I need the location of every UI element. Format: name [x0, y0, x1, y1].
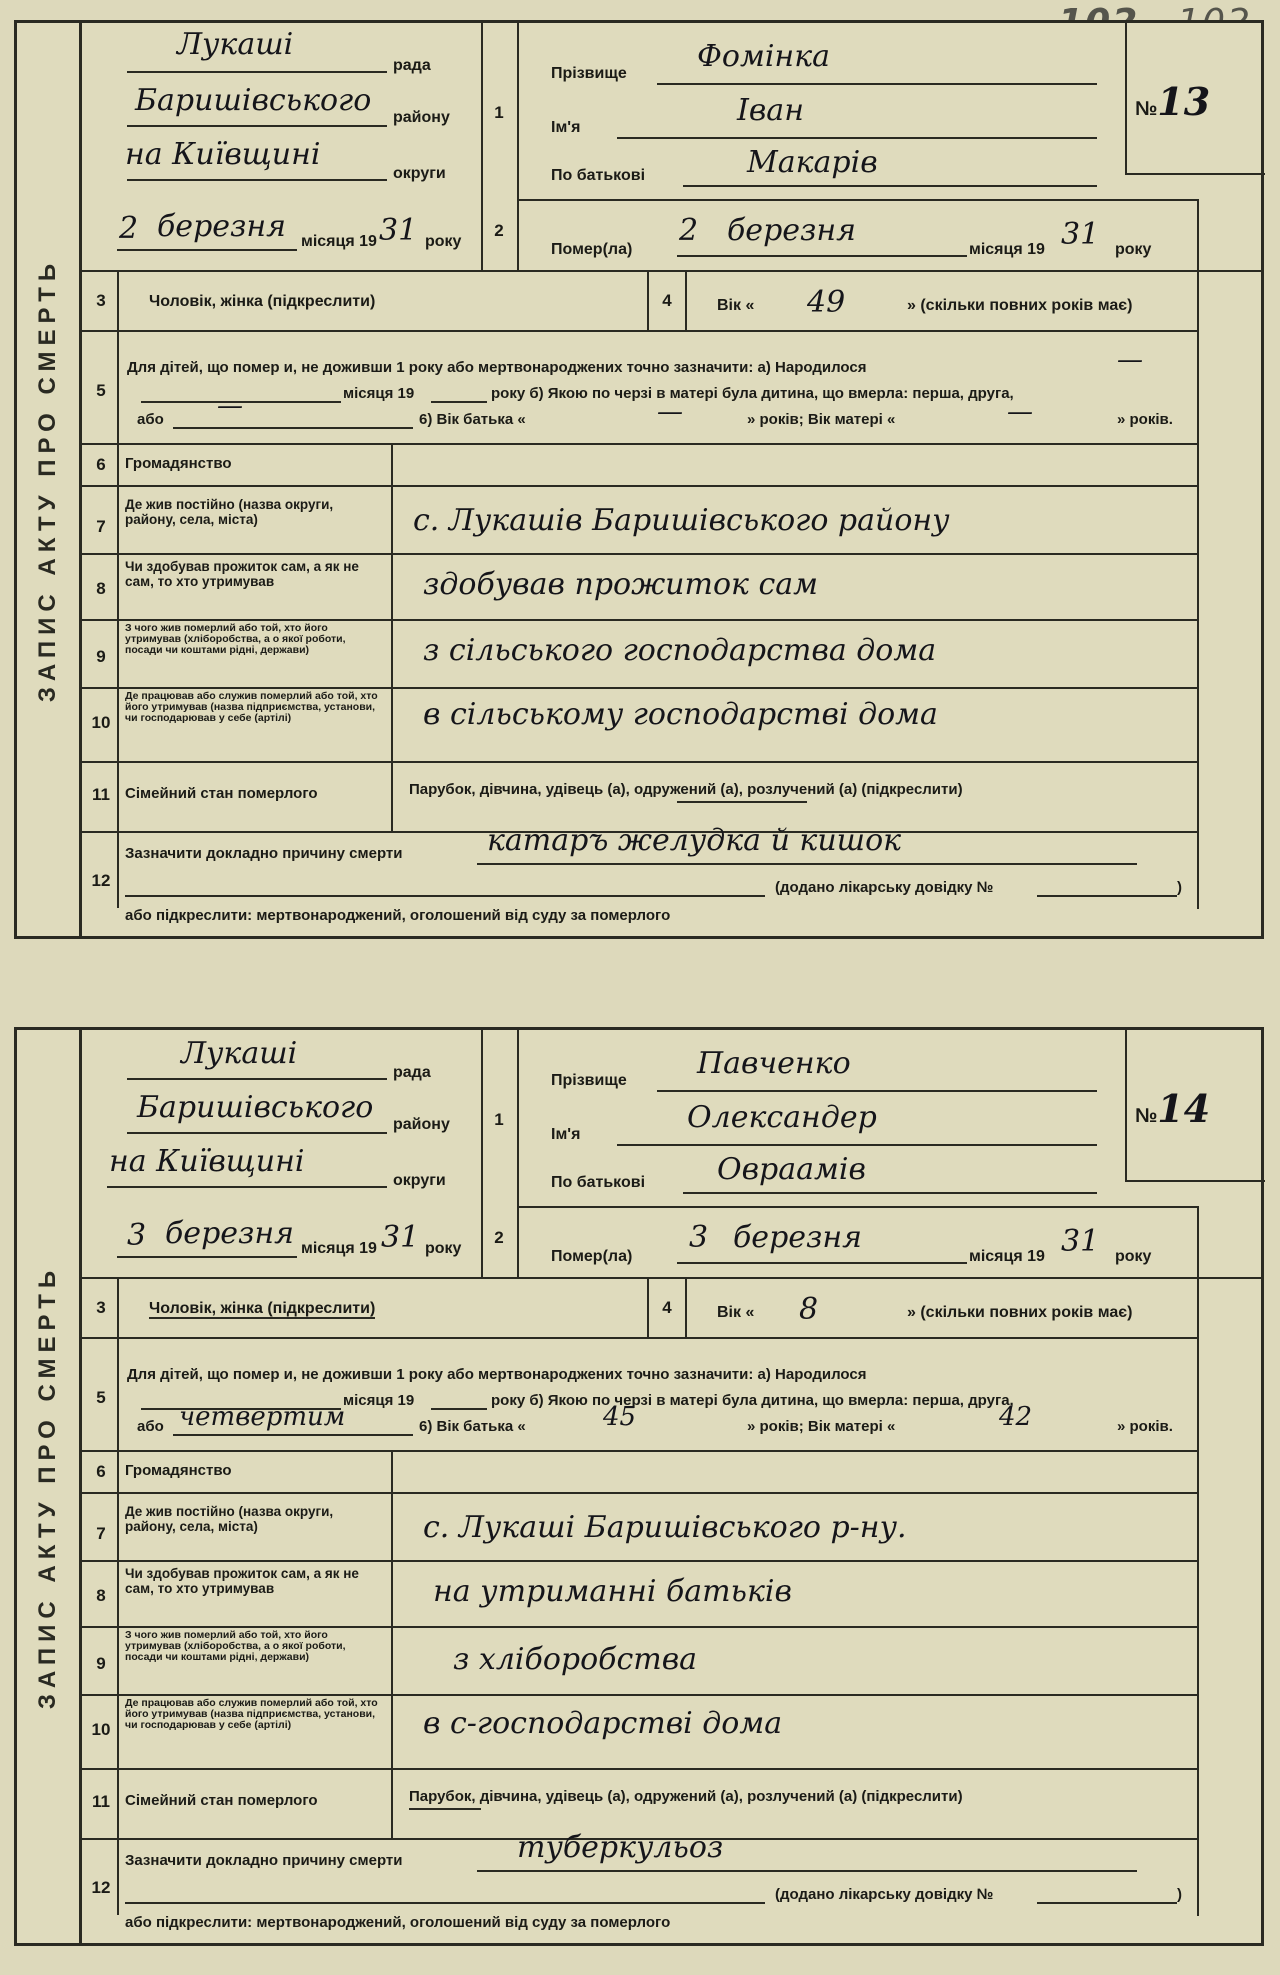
- family-options: Парубок, дівчина, удівець (а), одружений (а), розлучений (а) (підкреслити): [409, 1788, 963, 1805]
- row-7: 7: [96, 517, 106, 536]
- death-record-13: ЗАПИС АКТУ ПРО СМЕРТЬ Лукаші рада Баришівського району на Київщині округи 2 березня місяця 19 31 року 1 2 Прізвище Фомінка Ім'я Іван По батькові Макарів №13 Помер(ла) 2 березня місяця 19 31 року 3 Чоловік, жінка (підкреслити) 4 Вік « 49 » (скільки повних років має) 5 Для дітей, що помер и, не доживши 1 року або мертвонароджених точно зазначити: а) Народилося — місяця 19 року б) Якою по черзі в матері була дитина, що вмерла: перша, друга, або — 6) Вік батька « — » років; Вік матері « — » років. 6 Громадянство 7 Де жив постійно (назва округи, району, села, міста) с. Лукашів Баришівського району 8 Чи здобував прожиток сам, а як не сам, то хто утримував здобував прожиток сам 9 З чого жив померлий або той, хто його утримував (хліборобства, а о якої роботи, посади чи коштами рідні, держави) з сільського господарства дома 10 Де працював або служив померлий або той, хто його утримував (назва підприємства, установи, чи господарював у себе (артілі) в сільському господарстві дома 11 Сімейний стан померлого Парубок, дівчина, удівець (а), одружений (а), розлучений (а) (підкреслити) 12 Зазначити докладно причину смерти катаръ желудка й кишок (додано лікарську довідку № ) або підкреслити: мертвонароджений, оголошений від суду за померлого: [14, 20, 1264, 939]
- surname-label: Прізвище: [551, 65, 627, 82]
- cause-label: Зазначити докладно причину смерти: [125, 1852, 403, 1869]
- work-label: Де працював або служив померлий або той, хто його утримував (назва підприємства, установи, чи господарював у себе (артілі): [125, 1697, 378, 1731]
- name-label: Ім'я: [551, 1126, 581, 1143]
- children-line1: Для дітей, що помер и, не доживши 1 року або мертвонароджених точно зазначити: а) Народилося: [127, 359, 867, 376]
- sex-label: Чоловік, жінка (підкреслити): [149, 293, 376, 310]
- patronymic-value: Овраамів: [717, 1152, 866, 1187]
- surname-label: Прізвище: [551, 1072, 627, 1089]
- row-11: 11: [92, 1792, 110, 1811]
- rayon-label: району: [393, 1116, 450, 1133]
- residence-label: Де жив постійно (назва округи, району, села, міста): [125, 1504, 334, 1534]
- years-label: » років.: [1117, 411, 1173, 428]
- rada-label: рада: [393, 1064, 431, 1081]
- income-value: з сільського господарства дома: [423, 633, 937, 668]
- mother-age-label: » років; Вік матері «: [747, 411, 896, 428]
- row-12: 12: [91, 871, 111, 890]
- death-year-label: року: [1115, 1248, 1152, 1265]
- income-value: з хліборобства: [453, 1642, 698, 1677]
- row-6: 6: [96, 455, 106, 474]
- age-note: » (скільки повних років має): [907, 1304, 1133, 1321]
- rada-value: Лукаші: [181, 1036, 298, 1071]
- age-label: Вік «: [717, 1304, 755, 1321]
- work-value: в с-господарстві дома: [423, 1706, 783, 1741]
- reg-year-label: року: [425, 233, 462, 250]
- father-age: 45: [603, 1402, 637, 1432]
- row-8: 8: [96, 1586, 106, 1605]
- row-7: 7: [96, 1524, 106, 1543]
- side-label: ЗАПИС АКТУ ПРО СМЕРТЬ: [17, 23, 82, 936]
- father-age: —: [657, 397, 683, 427]
- row-8: 8: [96, 579, 106, 598]
- mother-age-label: » років; Вік матері «: [747, 1418, 896, 1435]
- death-year: 31: [1061, 1224, 1100, 1259]
- row-11: 11: [92, 785, 110, 804]
- stillborn-note: або підкреслити: мертвонароджений, оголошений від суду за померлого: [125, 907, 671, 924]
- death-month-label: місяця 19: [969, 241, 1045, 258]
- row-2: 2: [494, 1228, 504, 1247]
- sex-label: Чоловік, жінка (підкреслити): [149, 1300, 376, 1317]
- name-value: Іван: [737, 93, 804, 128]
- reg-year-label: року: [425, 1240, 462, 1257]
- livelihood-label: Чи здобував прожиток сам, а як не сам, то хто утримував: [125, 1566, 359, 1596]
- child-order: —: [217, 391, 243, 421]
- income-label: З чого жив померлий або той, хто його утримував (хліборобства, а о якої роботи, посади чи коштами рідні, держави): [125, 1629, 346, 1663]
- okruhy-label: округи: [393, 165, 446, 182]
- father-age-label: 6) Вік батька «: [419, 411, 526, 428]
- row-1: 1: [494, 103, 504, 122]
- children-line2a: місяця 19: [343, 385, 415, 402]
- reg-month-label: місяця 19: [301, 233, 377, 250]
- death-year: 31: [1061, 217, 1100, 252]
- family-status-label: Сімейний стан померлого: [125, 1792, 318, 1809]
- age-value: 49: [807, 285, 846, 320]
- name-value: Олександер: [687, 1100, 877, 1135]
- patronymic-label: По батькові: [551, 167, 646, 184]
- death-month: березня: [727, 213, 857, 248]
- death-day: 2: [679, 213, 699, 248]
- reg-day: 2: [119, 211, 139, 246]
- reg-day: 3: [127, 1218, 147, 1253]
- livelihood-value: на утриманні батьків: [433, 1574, 792, 1609]
- reg-month-label: місяця 19: [301, 1240, 377, 1257]
- patronymic-label: По батькові: [551, 1174, 646, 1191]
- row-5: 5: [96, 1388, 106, 1407]
- age-note: » (скільки повних років має): [907, 297, 1133, 314]
- reg-month: березня: [157, 209, 287, 244]
- rayon-value: Баришівського: [135, 83, 372, 118]
- died-label: Помер(ла): [551, 241, 633, 258]
- row-4: 4: [662, 291, 672, 310]
- death-record-14: ЗАПИС АКТУ ПРО СМЕРТЬ Лукаші рада Баришівського району на Київщині округи 3 березня місяця 19 31 року 1 2 Прізвище Павченко Ім'я Олександер По батькові Овраамів №14 Помер(ла) 3 березня місяця 19 31 року 3 Чоловік, жінка (підкреслити) 4 Вік « 8 » (скільки повних років має) 5 Для дітей, що помер и, не доживши 1 року або мертвонароджених точно зазначити: а) Народилося місяця 19 року б) Якою по черзі в матері була дитина, що вмерла: перша, друга, або четвертим 6) Вік батька « 45 » років; Вік матері « 42 » років. 6 Громадянство 7 Де жив постійно (назва округи, району, села, міста) с. Лукаші Баришівського р-ну. 8 Чи здобував прожиток сам, а як не сам, то хто утримував на утриманні батьків 9 З чого жив померлий або той, хто його утримував (хліборобства, а о якої роботи, посади чи коштами рідні, держави) з хліборобства 10 Де працював або служив померлий або той, хто його утримував (назва підприємства, установи, чи господарював у себе (артілі) в с-господарстві дома 11 Сімейний стан померлого Парубок, дівчина, удівець (а), одружений (а), розлучений (а) (підкреслити) 12 Зазначити докладно причину смерти туберкульоз (додано лікарську довідку № ) або підкреслити: мертвонароджений, оголошений від суду за померлого: [14, 1027, 1264, 1946]
- livelihood-value: здобував прожиток сам: [423, 567, 819, 602]
- row-2: 2: [494, 221, 504, 240]
- okruhy-label: округи: [393, 1172, 446, 1189]
- okruha-value: на Київщині: [109, 1144, 305, 1179]
- row-3: 3: [96, 1298, 106, 1317]
- row-10: 10: [91, 713, 111, 732]
- residence-value: с. Лукаші Баришівського р-ну.: [423, 1510, 907, 1545]
- family-status-label: Сімейний стан померлого: [125, 785, 318, 802]
- cause-value: туберкульоз: [517, 1830, 724, 1865]
- residence-value: с. Лукашів Баришівського району: [413, 503, 950, 538]
- child-order: четвертим: [179, 1402, 346, 1432]
- reg-year: 31: [381, 1220, 420, 1255]
- death-month-label: місяця 19: [969, 1248, 1045, 1265]
- cert-label: (додано лікарську довідку №: [775, 879, 994, 896]
- reg-month: березня: [165, 1216, 295, 1251]
- reg-year: 31: [379, 213, 418, 248]
- rada-label: рада: [393, 57, 431, 74]
- children-line1: Для дітей, що помер и, не доживши 1 року або мертвонароджених точно зазначити: а) Народилося: [127, 1366, 867, 1383]
- rayon-label: району: [393, 109, 450, 126]
- row-6: 6: [96, 1462, 106, 1481]
- death-year-label: року: [1115, 241, 1152, 258]
- died-label: Помер(ла): [551, 1248, 633, 1265]
- row-9: 9: [96, 647, 106, 666]
- work-label: Де працював або служив померлий або той, хто його утримував (назва підприємства, установи, чи господарював у себе (артілі): [125, 690, 378, 724]
- stillborn-note: або підкреслити: мертвонароджений, оголошений від суду за померлого: [125, 1914, 671, 1931]
- row-3: 3: [96, 291, 106, 310]
- children-line2b: року б) Якою по черзі в матері була дитина, що вмерла: перша, друга,: [491, 1392, 1014, 1409]
- livelihood-label: Чи здобував прожиток сам, а як не сам, то хто утримував: [125, 559, 359, 589]
- work-value: в сільському господарстві дома: [423, 697, 938, 732]
- family-options: Парубок, дівчина, удівець (а), одружений (а), розлучений (а) (підкреслити): [409, 781, 963, 798]
- death-day: 3: [689, 1220, 709, 1255]
- children-line2b: року б) Якою по черзі в матері була дитина, що вмерла: перша, друга,: [491, 385, 1014, 402]
- rada-value: Лукаші: [177, 27, 294, 62]
- residence-label: Де жив постійно (назва округи, району, села, міста): [125, 497, 334, 527]
- father-age-label: 6) Вік батька «: [419, 1418, 526, 1435]
- abo-label: або: [137, 1418, 164, 1435]
- years-label: » років.: [1117, 1418, 1173, 1435]
- record-number: №13: [1135, 79, 1211, 124]
- record-number: №14: [1135, 1086, 1211, 1131]
- okruha-value: на Київщині: [125, 137, 321, 172]
- children-line2a: місяця 19: [343, 1392, 415, 1409]
- row-9: 9: [96, 1654, 106, 1673]
- surname-value: Фомінка: [697, 39, 830, 74]
- death-month: березня: [733, 1220, 863, 1255]
- name-label: Ім'я: [551, 119, 581, 136]
- citizenship-label: Громадянство: [125, 1462, 232, 1479]
- cert-label: (додано лікарську довідку №: [775, 1886, 994, 1903]
- row-12: 12: [91, 1878, 111, 1897]
- abo-label: або: [137, 411, 164, 428]
- row-10: 10: [91, 1720, 111, 1739]
- age-label: Вік «: [717, 297, 755, 314]
- citizenship-label: Громадянство: [125, 455, 232, 472]
- row-1: 1: [494, 1110, 504, 1129]
- patronymic-value: Макарів: [747, 145, 878, 180]
- surname-value: Павченко: [697, 1046, 851, 1081]
- age-value: 8: [799, 1292, 819, 1327]
- row-4: 4: [662, 1298, 672, 1317]
- born-day: —: [1117, 345, 1143, 375]
- mother-age: —: [1007, 397, 1033, 427]
- cause-label: Зазначити докладно причину смерти: [125, 845, 403, 862]
- cause-value: катаръ желудка й кишок: [487, 823, 902, 858]
- rayon-value: Баришівського: [137, 1090, 374, 1125]
- side-label: ЗАПИС АКТУ ПРО СМЕРТЬ: [17, 1030, 82, 1943]
- row-5: 5: [96, 381, 106, 400]
- income-label: З чого жив померлий або той, хто його утримував (хліборобства, а о якої роботи, посади чи коштами рідні, держави): [125, 622, 346, 656]
- mother-age: 42: [999, 1402, 1033, 1432]
